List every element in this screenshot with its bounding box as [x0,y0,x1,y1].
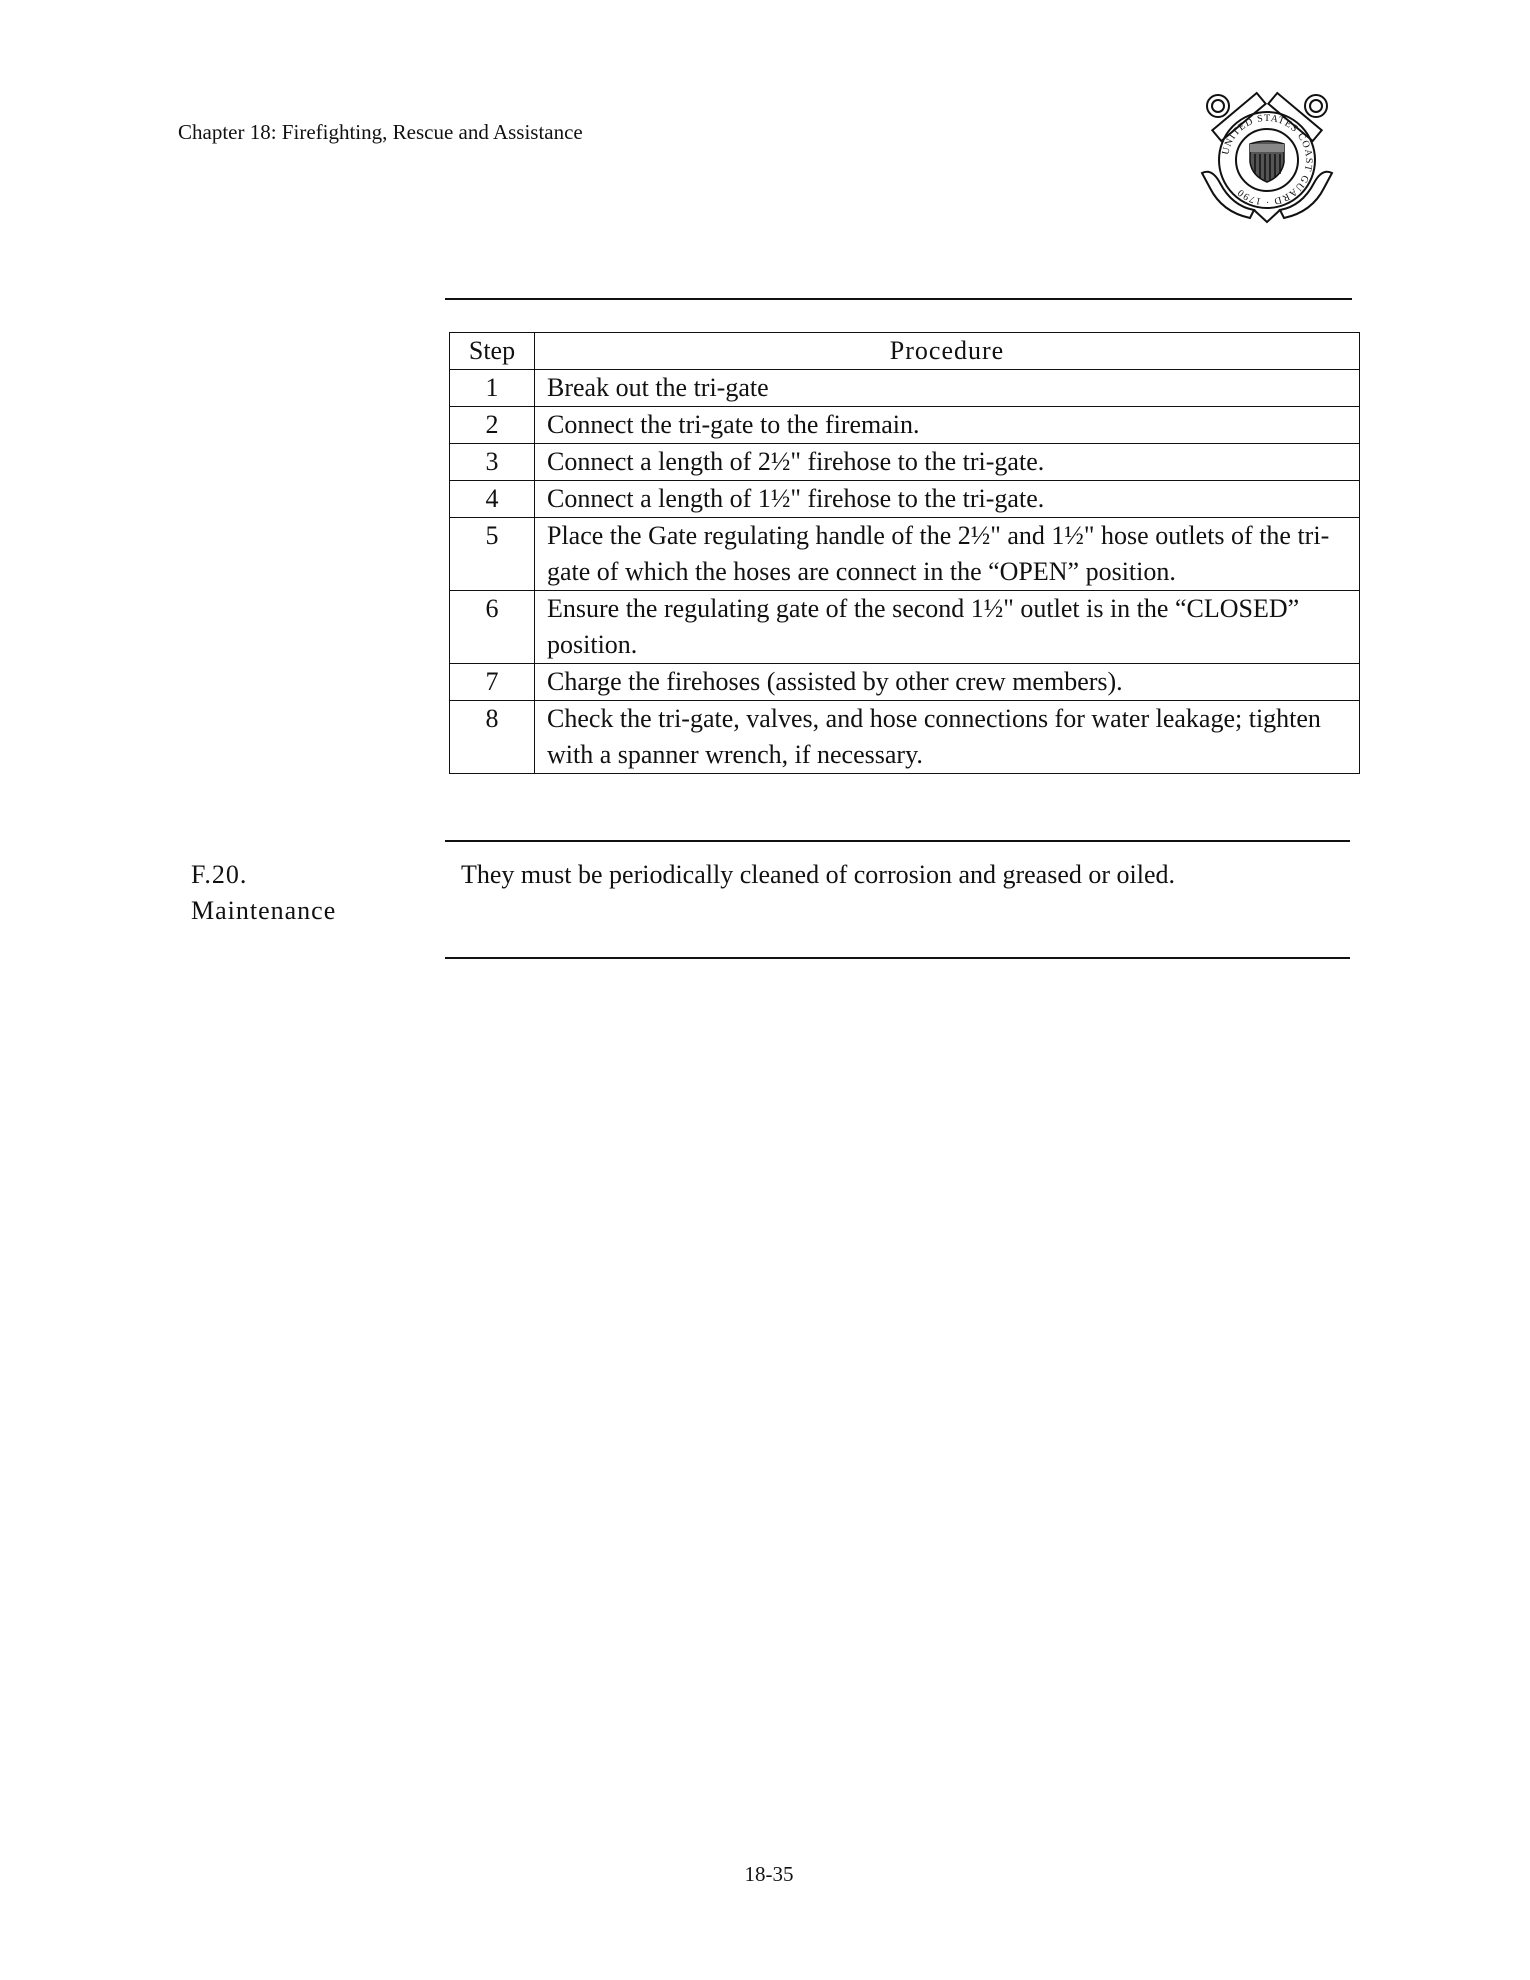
table-row [450,444,1360,481]
table-row [450,701,1360,774]
procedure-text: Check the tri-gate, valves, and hose connections for water leakage; tighten with a spanner wrench, if necessary. [535,701,1360,774]
section-divider-top [445,840,1350,842]
column-header-step: Step [450,333,535,370]
step-number: 2 [450,407,535,444]
step-number: 4 [450,481,535,518]
step-number: 5 [450,518,535,591]
table-row [450,481,1360,518]
procedure-text: Connect a length of 1½" firehose to the tri-gate. [535,481,1360,518]
step-number: 8 [450,701,535,774]
step-number: 1 [450,370,535,407]
step-number: 3 [450,444,535,481]
svg-text:UNITED STATES COAST GUARD · 17: UNITED STATES COAST GUARD · 1790 [1220,112,1315,208]
section-number: F.20. [191,860,248,889]
procedure-text: Place the Gate regulating handle of the 2½" and 1½" hose outlets of the tri-gate of which the hoses are connect in the “OPEN” position. [535,518,1360,591]
running-head: Chapter 18: Firefighting, Rescue and Assistance [178,120,583,144]
page-number: 18-35 [744,1862,794,1886]
procedure-text: Charge the firehoses (assisted by other crew members). [535,664,1360,701]
table-row [450,591,1360,664]
table-row [450,664,1360,701]
section-title: Maintenance [191,896,337,925]
section-heading [191,857,336,929]
procedure-text: Connect the tri-gate to the firemain. [535,407,1360,444]
step-number: 7 [450,664,535,701]
table-row [450,370,1360,407]
procedure-table [449,332,1360,774]
section-body-text: They must be periodically cleaned of corrosion and greased or oiled. [461,860,1176,889]
procedure-text: Break out the tri-gate [535,370,1360,407]
procedure-text: Ensure the regulating gate of the second 1½" outlet is in the “CLOSED” position. [535,591,1360,664]
section-divider-bottom [445,957,1350,959]
emblem-graphic [1192,88,1342,228]
table-row [450,518,1360,591]
coast-guard-emblem-icon [1192,88,1342,228]
step-number: 6 [450,591,535,664]
column-header-procedure: Procedure [535,333,1360,370]
procedure-text: Connect a length of 2½" firehose to the tri-gate. [535,444,1360,481]
top-divider [445,298,1352,300]
table-row [450,407,1360,444]
table-header-row [450,333,1360,370]
